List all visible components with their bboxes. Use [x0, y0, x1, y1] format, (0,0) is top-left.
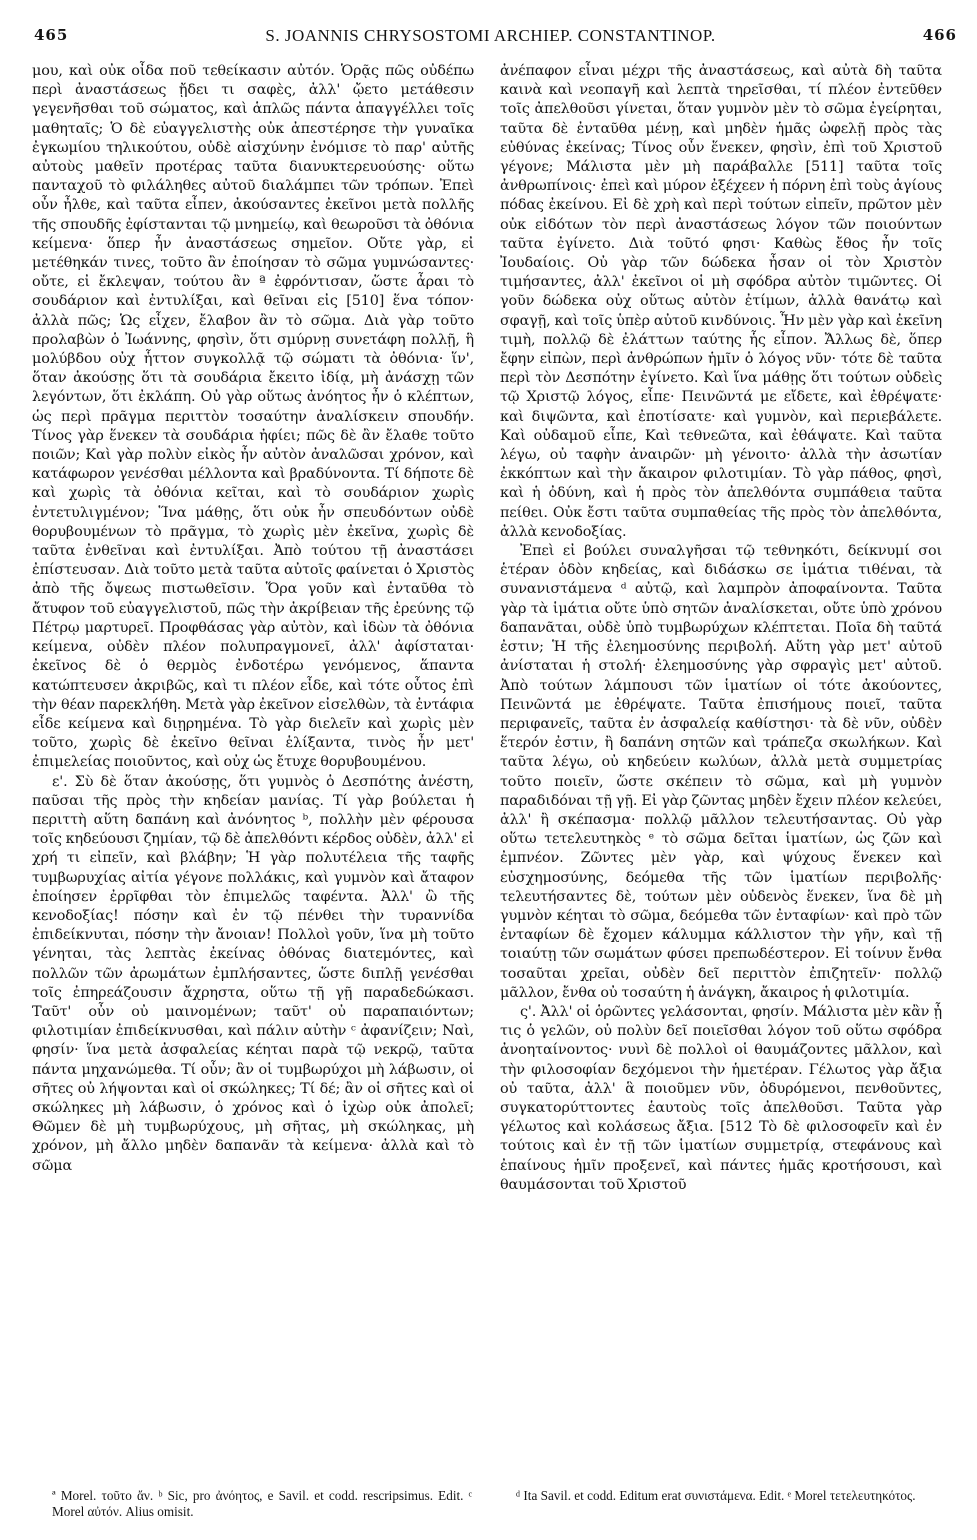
right-paragraph-1: ἀνέπαφον εἶναι μέχρι τῆς ἀναστάσεως, καὶ αὐτὰ δὴ ταῦτα καινὰ καὶ νεοπαγῆ καὶ λεπτὰ τηρεῖσθαι, τί πλέον ἐντεῦθεν τοῖς ἀπελθοῦσι γίνεται, ὅταν γυμνὸν μὲν τὸ σῶμα ἐγείρηται, ταῦτα δὲ ἐνταῦθα μένῃ, καὶ μηδὲν ἡμᾶς ὠφελῇ πρὸς τὰς εὐθύνας ἐκείνας; Τίνος οὖν ἕνεκεν, φησὶν, ἐπὶ τοῦ Χριστοῦ γέγονε; Μάλιστα μὲν μὴ παράβαλλε [511] ταῦτα τοῖς ἀνθρωπίνοις· ἐπεὶ καὶ μύρον ἐξέχεεν ἡ πόρνη ἐπὶ τοὺς ἁγίους πόδας ἐκείνου. Εἰ δὲ χρὴ καὶ περὶ τούτων εἰπεῖν, πρῶτον μὲν οὐκ εἰδότων τὸν περὶ ἀναστάσεως λόγον τῶν ποιούντων ταῦτα ἐγίνετο. Διὰ τοῦτό φησι· Καθὼς ἔθος ἦν τοῖς Ἰουδαίοις. Οὐ γὰρ τῶν δώδεκα ἦσαν οἱ τὸν Χριστὸν τιμήσαντες, ἀλλ' ἐκεῖνοι οἱ μὴ σφόδρα αὐτὸν τιμῶντες. Οἱ γοῦν δώδεκα οὐχ οὕτως αὐτὸν ἐτίμων, ἀλλὰ θανάτῳ καὶ σφαγῇ, καὶ τοῖς ὑπὲρ αὐτοῦ κινδύνοις. Ἦν μὲν γὰρ καὶ ἐκεῖνη τιμὴ, πολλῷ δὲ ἐλάττων ταύτης ἧς εἶπον. Ἄλλως δὲ, ὅπερ ἔφην εἰπὼν, περὶ ἀνθρώπων ἡμῖν ὁ λόγος νῦν· τότε δὲ ταῦτα περὶ τὸν Δεσπότην ἐγίνετο. Καὶ ἵνα μάθῃς ὅτι τούτων οὐδεὶς τῷ Χριστῷ λόγος, εἶπε· Πεινῶντά με εἴδετε, καὶ ἐθρέψατε· καὶ διψῶντα, καὶ ἐποτίσατε· καὶ γυμνὸν, καὶ περιεβάλετε. Καὶ οὐδαμοῦ εἶπε, Καὶ τεθνεῶτα, καὶ ἐθάψατε. Καὶ ταῦτα λέγω, οὐ ταφὴν ἀναιρῶν· μὴ γένοιτο· ἀλλὰ τὴν ἀσωτίαν ἐκκόπτων καὶ τὴν ἄκαιρον φιλοτιμίαν. Τὸ γὰρ πάθος, φησὶ, καὶ ἡ ὀδύνη, καὶ ἡ πρὸς τὸν ἀπελθόντα συμπάθεια ταῦτα πείθει. Οὐκ ἔστι ταῦτα συμπαθείας τῆς πρὸς τὸν ἀπελθόντα, ἀλλὰ κενοδοξίας. — [500, 63, 942, 540]
left-paragraph-1: μου, καὶ οὐκ οἶδα ποῦ τεθείκασιν αὐτόν. Ὁρᾷς πῶς οὐδέπω περὶ ἀναστάσεως ᾔδει τι σαφὲς, ἀλλ' ᾤετο μετάθεσιν γεγενῆσθαι τοῦ σώματος, καὶ ἁπλῶς πάντα ἀπαγγέλλει τοῖς μαθηταῖς; Ὁ δὲ εὐαγγελιστὴς οὐκ ἀπεστέρησε τὴν γυναῖκα ἐγκωμίου τηλικούτου, οὐδὲ αἰσχύνην ἐνόμισε τὸ παρ' αὐτῆς αὐτοὺς μαθεῖν προτέρας ταῦτα διανυκτερευούσης· οὕτω πανταχοῦ τὸ φιλάληθες αὐτοῦ διαλάμπει τῶν τρόπων. Ἐπεὶ οὖν ἦλθε, καὶ ταῦτα εἶπεν, ἀκούσαντες ἐκεῖνοι μετὰ πολλῆς τῆς σπουδῆς ἐφίστανται τῷ μνημείῳ, καὶ θεωροῦσι τὰ ὀθόνια κείμενα· ὅπερ ἦν ἀναστάσεως σημεῖον. Οὔτε γὰρ, εἰ μετέθηκάν τινες, τοῦτο ἂν ἐποίησαν τὸ σῶμα γυμνώσαντες· οὔτε, εἰ ἔκλεψαν, τούτου ἂν ª ἐφρόντισαν, ὥστε ἆραι τὸ σουδάριον καὶ ἐντυλίξαι, καὶ θεῖναι εἰς [510] ἕνα τόπον· ἀλλὰ πῶς; Ὡς εἶχεν, ἔλαβον ἂν τὸ σῶμα. Διὰ γὰρ τοῦτο προλαβὼν ὁ Ἰωάννης, φησὶν, ὅτι σμύρνῃ συνετάφη πολλῇ, ἣ μολύβδου οὐχ ἧττον συγκολλᾷ τῷ σώματι τὰ ὀθόνια· ἵν', ὅταν ἀκούσῃς ὅτι τὰ σουδάρια ἔκειτο ἰδίᾳ, μὴ ἀνάσχῃ τῶν λεγόντων, ὅτι ἐκλάπη. Οὐ γὰρ οὕτως ἀνόητος ἦν ὁ κλέπτων, ὡς περὶ πρᾶγμα περιττὸν τοσαύτην ἀναλίσκειν σπουδήν. Τίνος γὰρ ἕνεκεν τὰ σουδάρια ἠφίει; πῶς δὲ ἂν ἔλαθε τοῦτο ποιῶν; Καὶ γὰρ πολὺν εἰκὸς ἦν αὐτὸν ἀναλῶσαι χρόνον, καὶ κατάφωρον γενέσθαι μέλλοντα καὶ βραδύνοντα. Τί δήποτε δὲ καὶ χωρὶς τὰ ὀθόνια κεῖται, καὶ τὸ σουδάριον χωρὶς ἐντετυλιγμένον; Ἵνα μάθῃς, ὅτι οὐκ ἦν σπευδόντων οὐδὲ θορυβουμένων τὸ πρᾶγμα, τὸ χωρὶς μὲν ἐκεῖνα, χωρὶς δὲ ταῦτα ἐνθεῖναι καὶ ἐντυλίξαι. Ἀπὸ τούτου τῇ ἀναστάσει ἐπίστευσαν. Διὰ τοῦτο μετὰ ταῦτα αὐτοῖς φαίνεται ὁ Χριστὸς ἀπὸ τῆς ὄψεως πιστωθεῖσιν. Ὅρα γοῦν καὶ ἐνταῦθα τὸ ἄτυφον τοῦ εὐαγγελιστοῦ, πῶς τὴν ἀκρίβειαν τῆς ἐρεύνης τῷ Πέτρῳ μαρτυρεῖ. Προφθάσας γὰρ αὐτὸν, καὶ ἰδὼν τὰ ὀθόνια κείμενα, οὐδὲν πλέον πολυπραγμονεῖ, ἀλλ' ἀφίσταται· ἐκεῖνος δὲ ὁ θερμὸς ἐνδοτέρω γενόμενος, ἅπαντα κατώπτευσεν ἀκριβῶς, καὶ τι πλέον εἶδε, καὶ τότε οὗτος ἐπὶ τὴν θέαν παρεκλήθη. Μετὰ γὰρ ἐκεῖνον εἰσελθὼν, τὰ ἐντάφια εἶδε κείμενα καὶ διῃρημένα. Τὸ γὰρ διελεῖν καὶ χωρὶς μὲν τοῦτο, χωρὶς δὲ ἐκεῖνο θεῖναι ἑλίξαντα, τινὸς ἦν μετ' ἐπιμελείας ποιοῦντος, καὶ οὐχ ὡς ἔτυχε θορυβουμένου. — [32, 63, 474, 771]
right-paragraph-2: Ἐπεὶ εἰ βούλει συναλγῆσαι τῷ τεθνηκότι, δείκνυμί σοι ἑτέραν ὁδὸν κηδείας, καὶ διδάσκω σε ἱμάτια τιθέναι, τὰ συνανιστάμενα ᵈ αὐτῷ, καὶ λαμπρὸν ἀποφαίνοντα. Ταῦτα γὰρ τὰ ἱμάτια οὔτε ὑπὸ σητῶν ἀναλίσκεται, οὔτε ὑπὸ χρόνου δαπανᾶται, οὐδὲ ὑπὸ τυμβωρύχων κλέπτεται. Ποῖα δὴ ταῦτά ἐστιν; Ἡ τῆς ἐλεημοσύνης περιβολή. Αὕτη γὰρ μετ' αὐτοῦ ἀνίσταται ἡ στολή· ἐλεημοσύνης γὰρ σφραγὶς μετ' αὐτοῦ. Ἀπὸ τούτων λάμπουσι τῶν ἱματίων οἱ τότε ἀκούοντες, Πεινῶντά με ἐθρέψατε. Ταῦτα ἐπισήμους ποιεῖ, ταῦτα περιφανεῖς, ταῦτα ἐν ἀσφαλείᾳ καθίστησι· τὰ δὲ νῦν, οὐδὲν ἕτερόν ἐστιν, ἢ δαπάνη σητῶν καὶ τράπεζα σκωλήκων. Καὶ ταῦτα λέγω, οὐ κηδεύειν κωλύων, ἀλλὰ μετὰ συμμετρίας τοῦτο ποιεῖν, ὥστε σκέπειν τὸ σῶμα, καὶ μὴ γυμνὸν παραδιδόναι τῇ γῇ. Εἰ γὰρ ζῶντας μηδὲν ἔχειν πλέον κελεύει, ἀλλ' ἢ σκέπασμα· πολλῷ μᾶλλον τελευτήσαντας. Οὐ γὰρ οὕτω τετελευτηκὸς ᵉ τὸ σῶμα δεῖται ἱματίων, ὡς ζῶν καὶ ἐμπνέον. Ζῶντες μὲν γὰρ, καὶ ψύχους ἕνεκεν καὶ εὐσχημοσύνης, δεόμεθα τῆς τῶν ἱματίων περιβολῆς· τελευτήσαντες δὲ, τούτων μὲν οὐδενὸς ἕνεκεν, ἵνα δὲ μὴ γυμνὸν κέηται τὸ σῶμα, δεόμεθα τῶν ἐνταφίων· καὶ πρὸ τῶν ἐνταφίων δὲ ἔχομεν κάλυμμα κάλλιστον τὴν γῆν, καὶ τῇ τοιαύτῃ τῶν σωμάτων φύσει πρεπωδέστερον. Εἰ τοίνυν ἔνθα τοσαῦται χρεῖαι, οὐδὲν δεῖ περιττὸν ἐπιζητεῖν· πολλῷ μᾶλλον, ἔνθα οὐ τοσαύτη ἡ ἀνάγκη, ἄκαιρος ἡ φιλοτιμία. — [500, 543, 942, 1001]
left-text-column — [32, 62, 474, 1176]
running-title: S. JOANNIS CHRYSOSTOMI ARCHIEP. CONSTANTINOP. — [265, 26, 716, 45]
right-paragraph-3: ς'. Ἀλλ' οἱ ὁρῶντες γελάσονται, φησίν. Μάλιστα μὲν κἂν ᾖ τις ὁ γελῶν, οὐ πολὺν δεῖ ποιεῖσθαι λόγον τοῦ οὕτω σφόδρα ἀνοηταίνοντος· νυνὶ δὲ πολλοὶ οἱ θαυμάζοντες μᾶλλον, καὶ τὴν φιλοσοφίαν δεχόμενοι τὴν ἡμετέραν. Γέλωτος γὰρ ἄξια οὐ ταῦτα, ἀλλ' ἃ ποιοῦμεν νῦν, ὀδυρόμενοι, πενθοῦντες, συγκατορύττοντες ἑαυτοὺς τοῖς ἀπελθοῦσι. Ταῦτα γὰρ γέλωτος καὶ κολάσεως ἄξια. [512 Τὸ δὲ φιλοσοφεῖν καὶ ἐν τούτοις καὶ ἐν τῇ τῶν ἱματίων συμμετρίᾳ, στεφάνους καὶ ἐπαίνους ἡμῖν προξενεῖ, καὶ πάντες ἡμᾶς κροτήσουσι, καὶ θαυμάσονται τοῦ Χριστοῦ — [500, 1003, 942, 1193]
page-number-right: 466 — [922, 26, 957, 44]
right-text-column — [500, 62, 942, 1195]
footnotes-right — [516, 1488, 936, 1504]
footnote-text-right: ᵈ Ita Savil. et codd. Editum erat συνιστάμενα. Edit. ᵉ Morel τετελευτηκότος. — [516, 1488, 916, 1503]
page-number-left: 465 — [34, 26, 69, 44]
footnotes-left — [52, 1488, 472, 1520]
footnote-text-left: ª Morel. τοῦτο ἄν. ᵇ Sic, pro ἀνόητος, e Savil. et codd. rescripsimus. Edit. ᶜ Morel αὐτόν. Alius omisit. — [52, 1488, 472, 1519]
left-paragraph-2: ε'. Σὺ δὲ ὅταν ἀκούσῃς, ὅτι γυμνὸς ὁ Δεσπότης ἀνέστη, παῦσαι τῆς πρὸς τὴν κηδείαν μανίας. Τί γὰρ βούλεται ἡ περιττὴ αὕτη δαπάνη καὶ ἀνόνητος ᵇ, πολλὴν μὲν φέρουσα τοῖς κηδεύουσι ζημίαν, τῷ δὲ ἀπελθόντι κέρδος οὐδὲν, ἀλλ' εἰ χρή τι εἰπεῖν, καὶ βλάβην; Ἡ γὰρ πολυτέλεια τῆς ταφῆς τυμβωρυχίας αἰτία γέγονε πολλάκις, καὶ γυμνὸν καὶ ἄταφον ἐποίησεν ἐρρῖφθαι τὸν ἐπιμελῶς ταφέντα. Ἀλλ' ὢ τῆς κενοδοξίας! πόσην καὶ ἐν τῷ πένθει τὴν τυραννίδα ἐπιδείκνυται, πόσην τὴν ἄνοιαν! Πολλοὶ γοῦν, ἵνα μὴ τοῦτο γένηται, τὰς λεπτὰς ἐκείνας ὀθόνας διατεμόντες, καὶ πολλῶν τῶν ἀρωμάτων ἐμπλήσαντες, ὥστε διπλῇ γενέσθαι τοῖς ἐπηρεάζουσιν ἄχρηστα, οὕτω τῇ γῇ παραδεδώκασι. Ταῦτ' οὖν οὐ μαινομένων; ταῦτ' οὐ παραπαιόντων; φιλοτιμίαν ἐπιδείκνυσθαι, καὶ πάλιν αὐτὴν ᶜ ἀφανίζειν; Ναὶ, φησίν· ἵνα μετὰ ἀσφαλείας κέηται παρὰ τῷ νεκρῷ, ταῦτα πάντα μηχανώμεθα. Τί οὖν; ἂν οἱ τυμβωρύχοι μὴ λάβωσιν, οἱ σῆτες οὐ λήψονται καὶ οἱ σκώληκες; Τί δέ; ἂν οἱ σῆτες καὶ οἱ σκώληκες μὴ λάβωσιν, ὁ χρόνος καὶ ὁ ἰχὼρ οὐκ ἀπολεῖ; Θῶμεν δὲ μὴ τυμβωρύχους, μὴ σῆτας, μὴ σκώληκας, μὴ χρόνον, μὴ ἄλλο μηδὲν δαπανᾶν τὰ κείμενα· ἀλλὰ καὶ τὸ σῶμα — [32, 773, 474, 1174]
page-header — [22, 12, 959, 46]
